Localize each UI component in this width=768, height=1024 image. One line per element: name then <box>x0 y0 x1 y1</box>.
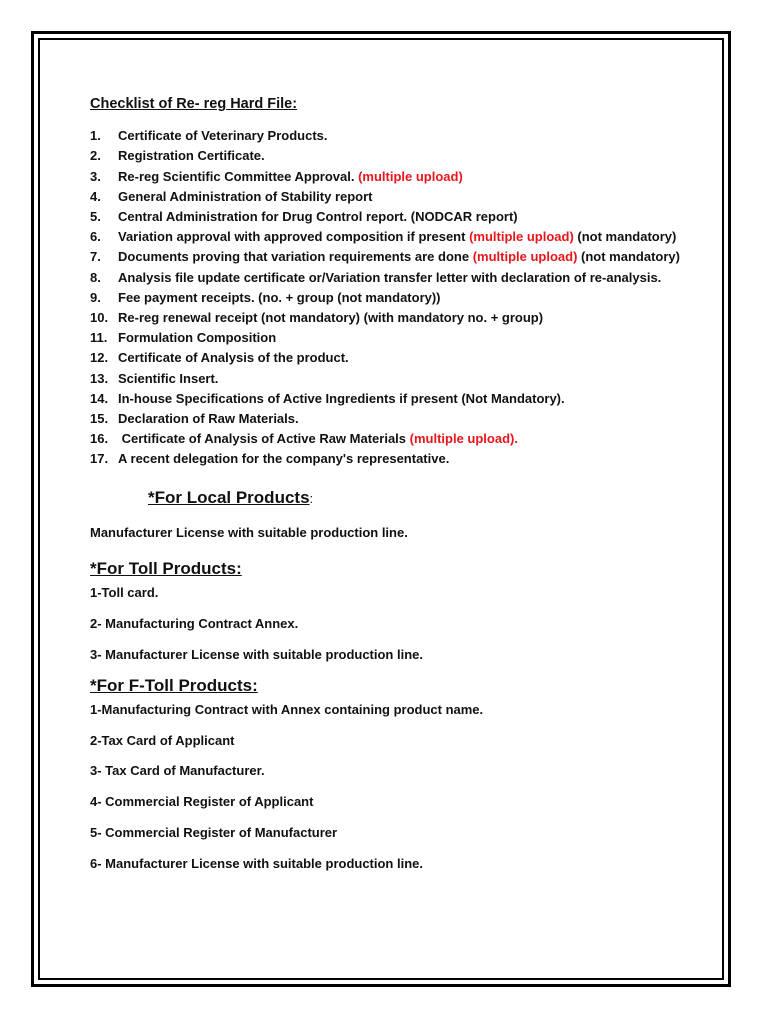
checklist-item-label: Analysis file update certificate or/Variation transfer letter with declaration of re-analysis. <box>118 269 662 285</box>
ftoll-list-item: 6- Manufacturer License with suitable production line. <box>90 855 423 871</box>
checklist-item-label: Registration Certificate. <box>118 148 265 164</box>
checklist-item-text <box>118 389 565 409</box>
ftoll-products-heading: *For F-Toll Products: <box>90 675 258 695</box>
checklist-item <box>90 348 710 368</box>
checklist-item-text <box>118 268 661 288</box>
checklist-item-number: 16. <box>90 431 109 447</box>
checklist <box>90 126 710 469</box>
ftoll-list-item: 5- Commercial Register of Manufacturer <box>90 825 338 841</box>
checklist-item <box>90 146 710 166</box>
checklist-item-text <box>118 409 299 429</box>
checklist-item-label: In-house Specifications of Active Ingredients if present (Not Mandatory). <box>118 390 565 406</box>
checklist-item-label: Certificate of Analysis of Active Raw Materials <box>118 431 410 447</box>
checklist-item-label: Scientific Insert. <box>118 370 219 386</box>
checklist-item-text <box>118 187 373 207</box>
local-products-heading-colon: : <box>309 490 314 506</box>
checklist-item-number: 3. <box>90 168 101 184</box>
checklist-item <box>90 207 710 227</box>
checklist-item-number: 11. <box>90 330 108 346</box>
checklist-title: Checklist of Re- reg Hard File: <box>90 96 298 112</box>
ftoll-list-item: 4- Commercial Register of Applicant <box>90 794 314 810</box>
toll-list-item: 2- Manufacturing Contract Annex. <box>90 616 299 632</box>
checklist-item-number: 2. <box>90 148 101 164</box>
checklist-item-number: 17. <box>90 451 109 467</box>
local-products-heading-text: *For Local Products <box>148 487 310 507</box>
checklist-item-number: 14. <box>90 390 109 406</box>
checklist-item-number: 9. <box>90 289 101 305</box>
checklist-item-label: Re-reg renewal receipt (not mandatory) (with mandatory no. + group) <box>118 310 544 326</box>
multiple-upload-note: (multiple upload) <box>358 168 463 184</box>
toll-products-list <box>90 583 710 665</box>
checklist-item-number: 4. <box>90 188 101 204</box>
checklist-item <box>90 449 710 469</box>
checklist-item-text <box>118 146 265 166</box>
checklist-item-label: Certificate of Analysis of the product. <box>118 350 349 366</box>
checklist-item-label: Declaration of Raw Materials. <box>118 411 299 427</box>
multiple-upload-note: (multiple upload). <box>409 431 518 447</box>
checklist-item-text <box>118 328 276 348</box>
checklist-item <box>90 429 710 449</box>
checklist-item-text <box>118 207 518 227</box>
checklist-item-number: 1. <box>90 128 101 144</box>
checklist-item <box>90 389 710 409</box>
toll-products-heading: *For Toll Products: <box>90 559 242 579</box>
checklist-item <box>90 187 710 207</box>
checklist-item-number: 13. <box>90 370 109 386</box>
local-products-text: Manufacturer License with suitable production line. <box>90 524 408 540</box>
ftoll-list-item: 1-Manufacturing Contract with Annex containing product name. <box>90 701 484 717</box>
checklist-item <box>90 308 710 328</box>
checklist-item-text <box>118 449 449 469</box>
checklist-item-label: General Administration of Stability report <box>118 188 373 204</box>
checklist-item-number: 7. <box>90 249 101 265</box>
checklist-item-number: 15. <box>90 411 109 427</box>
checklist-item-text <box>118 247 680 267</box>
checklist-item-label: Variation approval with approved composition if present <box>118 229 470 245</box>
checklist-item-text <box>118 308 543 328</box>
checklist-item <box>90 328 710 348</box>
checklist-item-number: 12. <box>90 350 109 366</box>
multiple-upload-note: (multiple upload) <box>472 249 578 265</box>
checklist-item-label: Formulation Composition <box>118 330 277 346</box>
toll-list-item: 1-Toll card. <box>90 585 159 601</box>
checklist-item <box>90 247 710 267</box>
checklist-item-text <box>118 126 328 146</box>
checklist-item <box>90 268 710 288</box>
checklist-item-text <box>118 369 218 389</box>
toll-list-item: 3- Manufacturer License with suitable production line. <box>90 646 423 662</box>
checklist-item-text <box>118 227 676 247</box>
checklist-item-text <box>118 429 518 449</box>
checklist-item <box>90 227 710 247</box>
checklist-item <box>90 409 710 429</box>
checklist-item-label: Fee payment receipts. (no. + group (not mandatory)) <box>118 289 441 305</box>
checklist-item <box>90 126 710 146</box>
checklist-item-label: A recent delegation for the company's representative. <box>118 451 450 467</box>
checklist-item-number: 8. <box>90 269 101 285</box>
checklist-item <box>90 288 710 308</box>
document-body <box>90 94 710 885</box>
checklist-item <box>90 167 710 187</box>
multiple-upload-note: (multiple upload) <box>469 229 574 245</box>
checklist-item-text <box>118 288 441 308</box>
checklist-item-number: 6. <box>90 229 101 245</box>
checklist-item-number: 10. <box>90 310 109 326</box>
checklist-item-text <box>118 348 349 368</box>
checklist-item-label: Certificate of Veterinary Products. <box>118 128 328 144</box>
not-mandatory-note: (not mandatory) <box>573 229 677 245</box>
ftoll-products-list <box>90 700 710 874</box>
local-products-heading <box>148 488 710 509</box>
not-mandatory-note: (not mandatory) <box>577 249 680 265</box>
checklist-item-label: Documents proving that variation requirements are done <box>118 249 473 265</box>
checklist-item-text <box>118 167 463 187</box>
ftoll-list-item: 2-Tax Card of Applicant <box>90 732 235 748</box>
checklist-item-number: 5. <box>90 209 101 225</box>
ftoll-list-item: 3- Tax Card of Manufacturer. <box>90 763 265 779</box>
checklist-item <box>90 369 710 389</box>
checklist-item-label: Re-reg Scientific Committee Approval. <box>118 168 359 184</box>
checklist-item-label: Central Administration for Drug Control report. (NODCAR report) <box>118 209 518 225</box>
